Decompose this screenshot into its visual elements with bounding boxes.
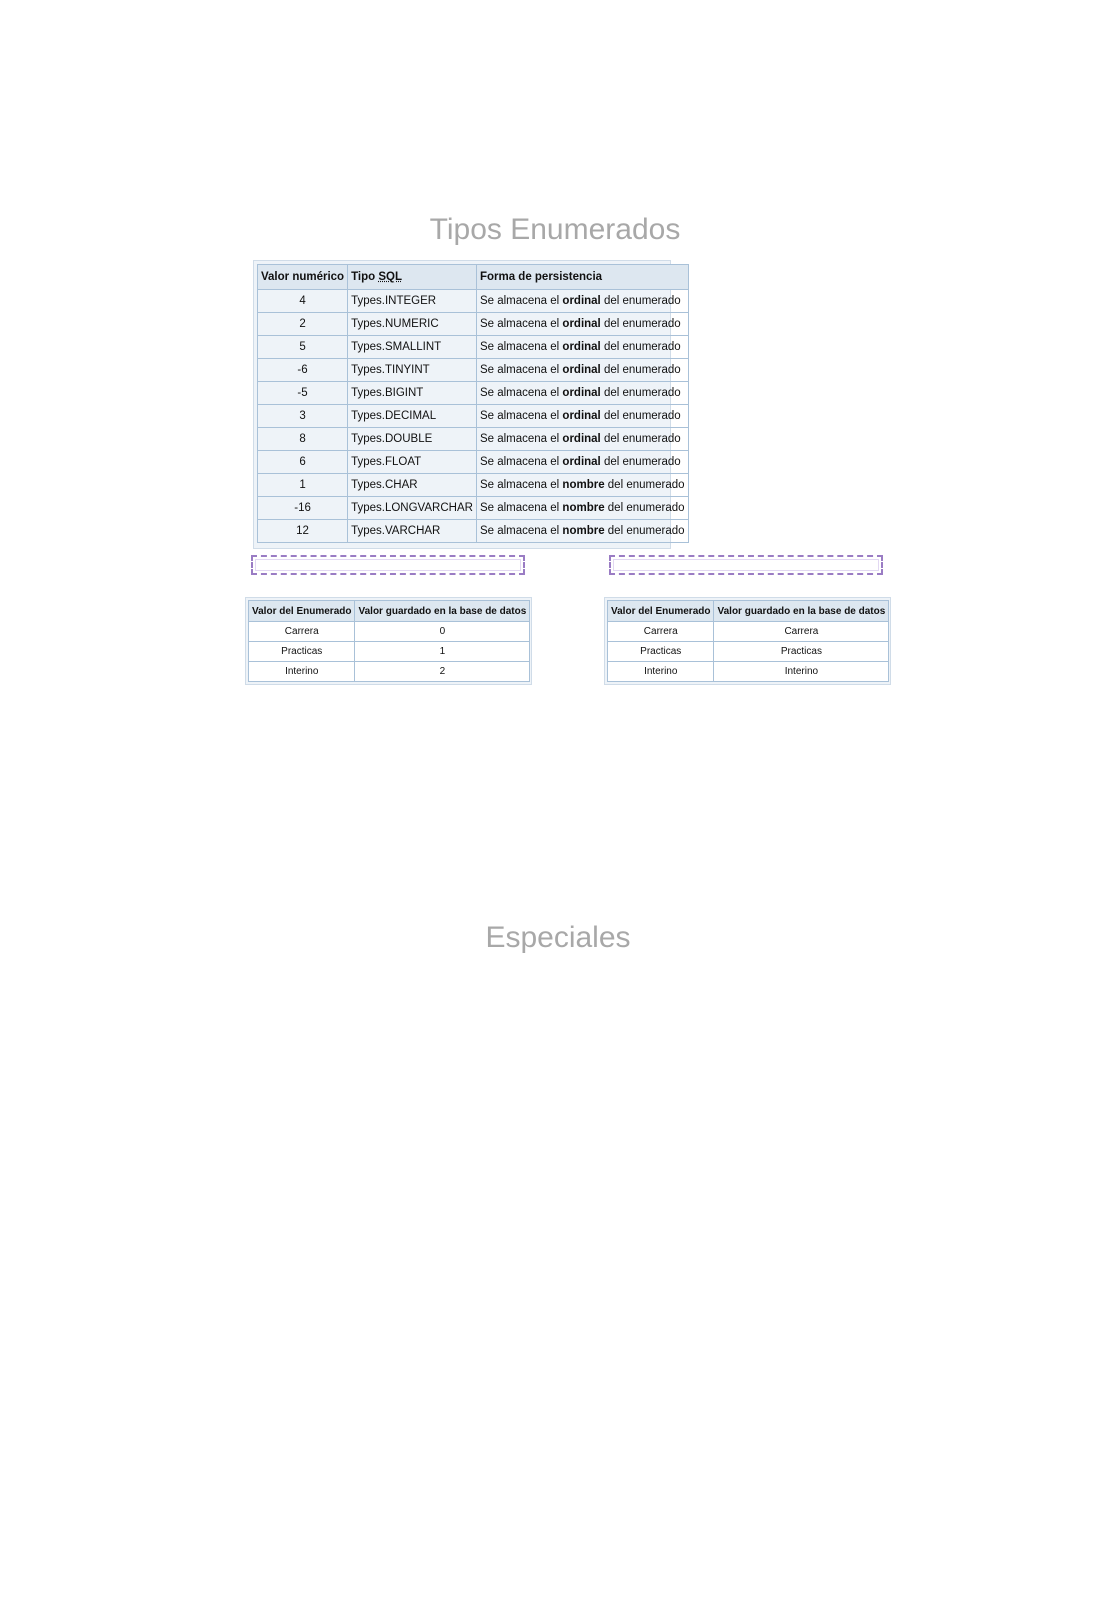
cell-tipo-sql: Types.NUMERIC: [348, 313, 477, 336]
persistencia-keyword: ordinal: [562, 456, 601, 468]
table-row: [249, 622, 530, 642]
cell-tipo-sql: Types.LONGVARCHAR: [348, 497, 477, 520]
header-valor-guardado: Valor guardado en la base de datos: [355, 601, 530, 622]
persistencia-keyword: ordinal: [562, 433, 601, 445]
persistencia-text: Se almacena el: [479, 410, 563, 422]
cell-valor-numerico: 6: [258, 451, 348, 474]
table-row: [258, 520, 689, 543]
cell-valor-enumerado: Practicas: [608, 642, 714, 662]
cell-forma-persistencia: [476, 313, 688, 336]
table-header-row: [258, 265, 689, 290]
persistencia-text: del enumerado: [600, 387, 681, 399]
cell-forma-persistencia: [476, 359, 688, 382]
cell-valor-guardado: Practicas: [714, 642, 889, 662]
persistencia-text: del enumerado: [600, 364, 681, 376]
placeholder-box-left: [251, 555, 525, 575]
cell-tipo-sql: Types.DECIMAL: [348, 405, 477, 428]
persistencia-text: del enumerado: [600, 433, 681, 445]
cell-valor-guardado: 1: [355, 642, 530, 662]
persistencia-text: del enumerado: [604, 502, 685, 514]
persistencia-keyword: nombre: [562, 525, 605, 537]
persistencia-text: Se almacena el: [479, 479, 563, 491]
cell-valor-enumerado: Practicas: [249, 642, 355, 662]
persistencia-text: Se almacena el: [479, 341, 563, 353]
persistencia-keyword: nombre: [562, 479, 605, 491]
sql-abbreviation: SQL: [378, 271, 402, 283]
persistencia-text: Se almacena el: [479, 364, 563, 376]
cell-forma-persistencia: [476, 382, 688, 405]
header-forma-persistencia: Forma de persistencia: [476, 265, 688, 290]
persistencia-text: del enumerado: [600, 318, 681, 330]
cell-valor-numerico: -5: [258, 382, 348, 405]
cell-valor-numerico: 1: [258, 474, 348, 497]
cell-tipo-sql: Types.TINYINT: [348, 359, 477, 382]
persistencia-text: Se almacena el: [479, 502, 563, 514]
persistencia-text: del enumerado: [604, 525, 685, 537]
table-row: [258, 313, 689, 336]
table-row: [249, 642, 530, 662]
cell-valor-enumerado: Interino: [608, 662, 714, 682]
cell-valor-enumerado: Interino: [249, 662, 355, 682]
persistencia-keyword: ordinal: [562, 341, 601, 353]
persistencia-text: del enumerado: [600, 410, 681, 422]
table-row: [258, 290, 689, 313]
persistencia-keyword: ordinal: [562, 387, 601, 399]
header-tipo-label: Tipo: [351, 271, 379, 283]
cell-forma-persistencia: [476, 497, 688, 520]
table-row: [258, 336, 689, 359]
cell-forma-persistencia: [476, 451, 688, 474]
cell-tipo-sql: Types.CHAR: [348, 474, 477, 497]
cell-valor-enumerado: Carrera: [249, 622, 355, 642]
table-row: [258, 359, 689, 382]
sql-types-table: [257, 264, 689, 543]
header-valor-guardado: Valor guardado en la base de datos: [714, 601, 889, 622]
cell-forma-persistencia: [476, 474, 688, 497]
header-tipo-sql: [348, 265, 477, 290]
persistencia-keyword: ordinal: [562, 410, 601, 422]
page-title: Tipos Enumerados: [429, 213, 681, 246]
persistencia-text: del enumerado: [604, 479, 685, 491]
cell-valor-numerico: -16: [258, 497, 348, 520]
cell-valor-numerico: 2: [258, 313, 348, 336]
cell-tipo-sql: Types.FLOAT: [348, 451, 477, 474]
persistencia-keyword: ordinal: [562, 318, 601, 330]
sql-types-table-container: [253, 260, 685, 549]
cell-valor-numerico: 8: [258, 428, 348, 451]
persistencia-text: Se almacena el: [479, 525, 563, 537]
table-row: [258, 405, 689, 428]
cell-valor-guardado: 2: [355, 662, 530, 682]
cell-valor-numerico: 12: [258, 520, 348, 543]
cell-valor-enumerado: Carrera: [608, 622, 714, 642]
header-valor-numerico: Valor numérico: [258, 265, 348, 290]
table-row: [258, 497, 689, 520]
persistencia-text: Se almacena el: [479, 433, 563, 445]
header-valor-enumerado: Valor del Enumerado: [608, 601, 714, 622]
cell-forma-persistencia: [476, 405, 688, 428]
cell-valor-guardado: 0: [355, 622, 530, 642]
persistencia-keyword: ordinal: [562, 295, 601, 307]
table-row: [608, 642, 889, 662]
cell-tipo-sql: Types.BIGINT: [348, 382, 477, 405]
cell-valor-guardado: Interino: [714, 662, 889, 682]
table-row: [258, 382, 689, 405]
persistencia-text: del enumerado: [600, 341, 681, 353]
persistencia-text: Se almacena el: [479, 456, 563, 468]
table-row: [258, 428, 689, 451]
cell-tipo-sql: Types.VARCHAR: [348, 520, 477, 543]
cell-tipo-sql: Types.SMALLINT: [348, 336, 477, 359]
persistencia-keyword: ordinal: [562, 364, 601, 376]
table-row: [608, 622, 889, 642]
persistencia-text: Se almacena el: [479, 295, 563, 307]
nombre-mapping-table: [607, 600, 889, 682]
cell-tipo-sql: Types.INTEGER: [348, 290, 477, 313]
nombre-table-container: [604, 597, 891, 685]
cell-forma-persistencia: [476, 290, 688, 313]
ordinal-table-container: [245, 597, 532, 685]
cell-forma-persistencia: [476, 336, 688, 359]
persistencia-text: Se almacena el: [479, 387, 563, 399]
placeholder-box-right: [609, 555, 883, 575]
table-header-row: [608, 601, 889, 622]
table-row: [608, 662, 889, 682]
cell-valor-numerico: 3: [258, 405, 348, 428]
persistencia-text: del enumerado: [600, 295, 681, 307]
cell-forma-persistencia: [476, 520, 688, 543]
table-header-row: [249, 601, 530, 622]
cell-forma-persistencia: [476, 428, 688, 451]
persistencia-text: Se almacena el: [479, 318, 563, 330]
table-row: [258, 451, 689, 474]
cell-valor-numerico: 4: [258, 290, 348, 313]
cell-valor-guardado: Carrera: [714, 622, 889, 642]
table-row: [249, 662, 530, 682]
table-row: [258, 474, 689, 497]
cell-valor-numerico: 5: [258, 336, 348, 359]
ordinal-mapping-table: [248, 600, 530, 682]
persistencia-text: del enumerado: [600, 456, 681, 468]
cell-valor-numerico: -6: [258, 359, 348, 382]
header-valor-enumerado: Valor del Enumerado: [249, 601, 355, 622]
section-title-especiales: Especiales: [485, 921, 631, 954]
cell-tipo-sql: Types.DOUBLE: [348, 428, 477, 451]
persistencia-keyword: nombre: [562, 502, 605, 514]
